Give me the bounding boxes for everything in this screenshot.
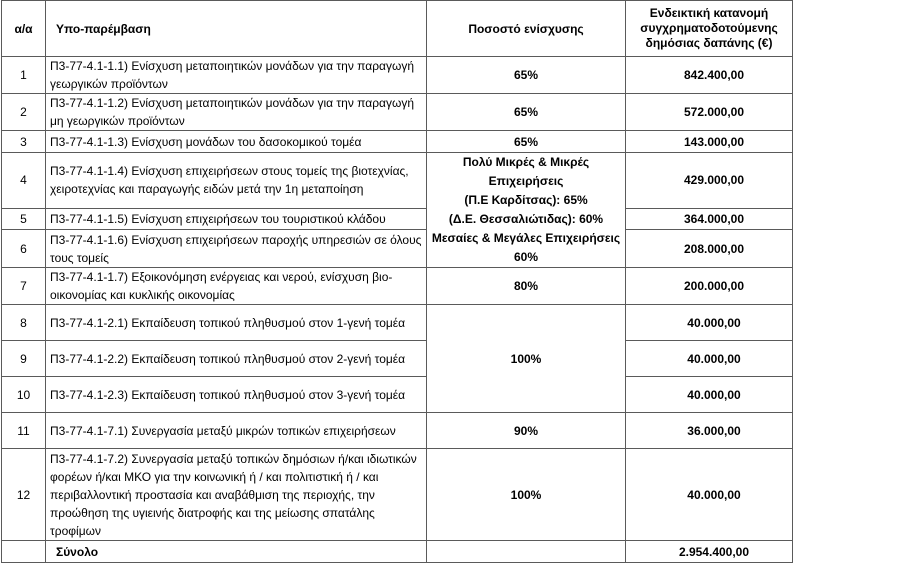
table-row (2, 413, 900, 449)
row-description: Π3-77-4.1-1.3) Ενίσχυση μονάδων του δασοκομικού τομέα (46, 131, 427, 153)
row-index: 2 (2, 94, 46, 131)
total-row (2, 541, 900, 563)
table-row (2, 305, 900, 341)
total-amount: 2.954.400,00 (626, 541, 793, 563)
row-amount: 143.000,00 (626, 131, 793, 153)
table-row (2, 131, 900, 153)
merged-rate-cell (427, 153, 626, 268)
row-description: Π3-77-4.1-7.2) Συνεργασία μεταξύ τοπικών δημόσιων ή/και ιδιωτικών φορέων ή/και ΜΚΟ για την κοινωνική ή / και πολιτιστική ή / και περιβαλλοντική προστασία και αναβάθμιση της περιοχής, την προώθηση της υγιεινής διατροφής και της μείωσης σπατάλης τροφίμων (46, 449, 427, 541)
row-amount: 842.400,00 (626, 57, 793, 94)
row-amount: 36.000,00 (626, 413, 793, 449)
row-index: 5 (2, 208, 46, 229)
row-description: Π3-77-4.1-2.2) Εκπαίδευση τοπικού πληθυσμού στον 2-γενή τομέα (46, 341, 427, 377)
row-index: 10 (2, 377, 46, 413)
table-row (2, 153, 900, 209)
allocation-table (1, 0, 900, 563)
merged-rate-cell: 100% (427, 305, 626, 413)
row-description: Π3-77-4.1-1.5) Ενίσχυση επιχειρήσεων του τουριστικού κλάδου (46, 208, 427, 229)
row-amount: 208.000,00 (626, 230, 793, 268)
row-description: Π3-77-4.1-2.3) Εκπαίδευση τοπικού πληθυσμού στον 3-γενή τομέα (46, 377, 427, 413)
row-index: 7 (2, 268, 46, 305)
row-amount: 40.000,00 (626, 341, 793, 377)
row-description: Π3-77-4.1-7.1) Συνεργασία μεταξύ μικρών τοπικών επιχειρήσεων (46, 413, 427, 449)
row-amount: 572.000,00 (626, 94, 793, 131)
row-rate: 65% (427, 94, 626, 131)
header-subaction: Υπο-παρέμβαση (46, 1, 427, 57)
header-row (2, 1, 900, 57)
header-amount: Ενδεικτική κατανομή συγχρηματοδοτούμενης δημόσιας δαπάνης (€) (626, 1, 793, 57)
row-description: Π3-77-4.1-2.1) Εκπαίδευση τοπικού πληθυσμού στον 1-γενή τομέα (46, 305, 427, 341)
row-amount: 364.000,00 (626, 208, 793, 229)
row-description: Π3-77-4.1-1.1) Ενίσχυση μεταποιητικών μονάδων για την παραγωγή γεωργικών προϊόντων (46, 57, 427, 94)
row-index: 12 (2, 449, 46, 541)
row-index: 3 (2, 131, 46, 153)
row-index: 6 (2, 230, 46, 268)
row-index: 1 (2, 57, 46, 94)
table-row (2, 94, 900, 131)
row-rate: 80% (427, 268, 626, 305)
row-rate: 65% (427, 57, 626, 94)
row-amount: 40.000,00 (626, 377, 793, 413)
row-description: Π3-77-4.1-1.7) Εξοικονόμηση ενέργειας και νερού, ενίσχυση βιο-οικονομίας και κυκλικής οικονομίας (46, 268, 427, 305)
row-description: Π3-77-4.1-1.2) Ενίσχυση μεταποιητικών μονάδων για την παραγωγή μη γεωργικών προϊόντων (46, 94, 427, 131)
rate-line: Επιχειρήσεις (488, 174, 564, 188)
rate-line: Μεσαίες & Μεγάλες Επιχειρήσεις (431, 231, 621, 245)
row-amount: 40.000,00 (626, 305, 793, 341)
rate-line: 60% (513, 250, 539, 264)
total-label: Σύνολο (46, 541, 427, 563)
row-rate: 65% (427, 131, 626, 153)
row-amount: 200.000,00 (626, 268, 793, 305)
table-row (2, 268, 900, 305)
rate-line: (Δ.Ε. Θεσσαλιώτιδας): 60% (448, 212, 604, 226)
row-amount: 429.000,00 (626, 153, 793, 209)
row-description: Π3-77-4.1-1.4) Ενίσχυση επιχειρήσεων στους τομείς της βιοτεχνίας, χειροτεχνίας και παραγωγής ειδών μετά την 1η μεταποίηση (46, 153, 427, 209)
row-index: 11 (2, 413, 46, 449)
row-rate: 90% (427, 413, 626, 449)
row-index: 8 (2, 305, 46, 341)
row-index: 4 (2, 153, 46, 209)
rate-line: (Π.Ε Καρδίτσας): 65% (464, 193, 588, 207)
row-rate: 100% (427, 449, 626, 541)
rate-line: Πολύ Μικρές & Μικρές (462, 155, 590, 169)
row-amount: 40.000,00 (626, 449, 793, 541)
row-index: 9 (2, 341, 46, 377)
table-row (2, 449, 900, 541)
header-rate: Ποσοστό ενίσχυσης (427, 1, 626, 57)
header-index: α/α (2, 1, 46, 57)
row-description: Π3-77-4.1-1.6) Ενίσχυση επιχειρήσεων παροχής υπηρεσιών σε όλους τους τομείς (46, 230, 427, 268)
table-row (2, 57, 900, 94)
